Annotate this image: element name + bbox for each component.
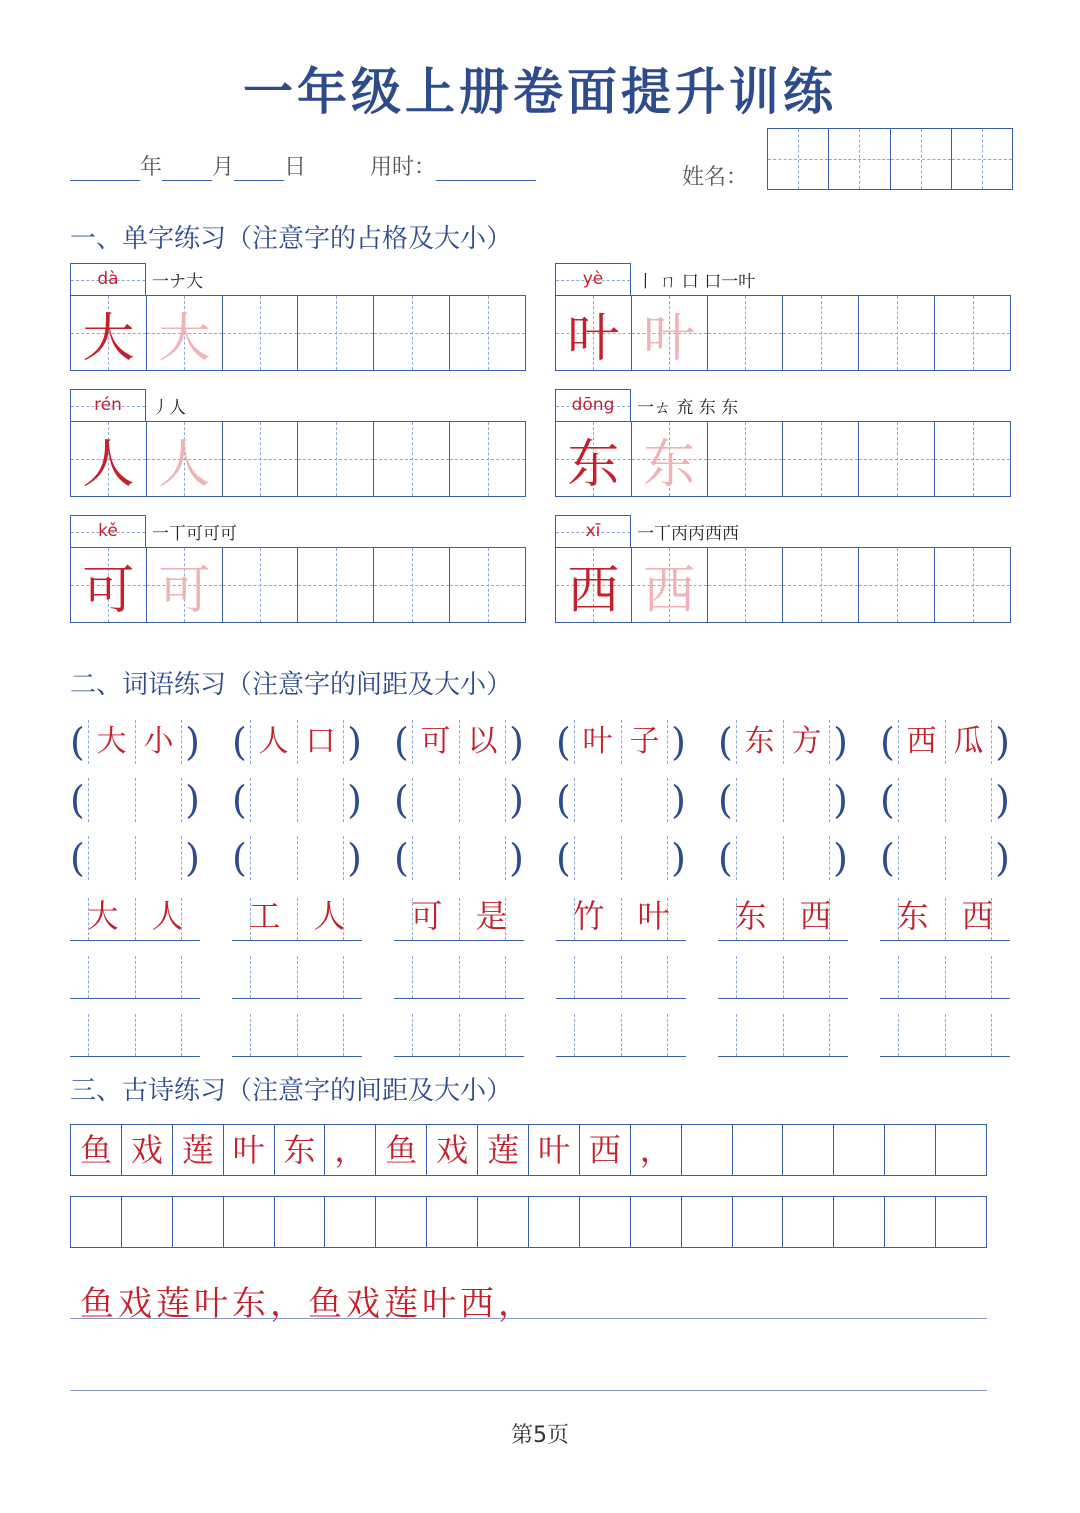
char-block-4 [70, 515, 526, 625]
year-label: 年 [140, 155, 163, 180]
practice-cell[interactable] [783, 422, 859, 496]
word-char [556, 952, 621, 998]
poem-practice-cell[interactable] [122, 1197, 173, 1247]
poem-cell: 戏 [427, 1125, 478, 1175]
poem-practice-cell[interactable] [580, 1197, 631, 1247]
word-char [718, 1010, 783, 1056]
word-char [783, 1010, 848, 1056]
poem-grid-practice[interactable] [70, 1196, 987, 1248]
poem-practice-cell[interactable] [224, 1197, 275, 1247]
poem-cell: 叶 [529, 1125, 580, 1175]
stroke-order: 丿人 [152, 398, 186, 418]
word-char: 可 [420, 724, 451, 759]
practice-cell[interactable] [783, 548, 859, 622]
word-char [718, 952, 783, 998]
word-line-practice[interactable] [232, 952, 362, 999]
trace-char: 东 [643, 434, 696, 495]
pinyin-box [555, 263, 631, 295]
stroke-order: 一ナ大 [152, 272, 203, 292]
pinyin-text: dōng [571, 395, 615, 415]
practice-cell[interactable] [450, 296, 525, 370]
word-paren-practice[interactable]: ( ) [556, 778, 686, 822]
word-line-example [718, 894, 848, 941]
poem-cell: 叶 [224, 1125, 275, 1175]
word-char: 东 [896, 897, 929, 935]
time-blank[interactable] [436, 180, 536, 181]
model-char: 可 [82, 560, 135, 621]
word-char [945, 840, 992, 876]
word-char [621, 952, 686, 998]
word-char: 小 [143, 724, 174, 759]
word-char: 工 [248, 897, 281, 935]
practice-cell[interactable] [935, 296, 1010, 370]
poem-underline-2[interactable] [70, 1390, 987, 1391]
word-char: 叶 [637, 897, 670, 935]
practice-cell[interactable] [708, 296, 784, 370]
word-char: 子 [629, 724, 660, 759]
tianzige-row [70, 547, 526, 623]
word-paren-practice[interactable]: ( ) [232, 778, 362, 822]
poem-practice-cell[interactable] [478, 1197, 529, 1247]
word-char [70, 1010, 135, 1056]
practice-cell[interactable] [223, 296, 299, 370]
pinyin-box [70, 389, 146, 421]
poem-cell: ， [325, 1125, 376, 1175]
stroke-order: 一丅丙丙西西 [637, 524, 739, 544]
word-char: 西 [961, 897, 994, 935]
word-char [88, 840, 135, 876]
poem-cell [783, 1125, 834, 1175]
poem-line-example: 鱼戏莲叶东，鱼戏莲叶西， [80, 1284, 536, 1324]
page-number: 第5页 [511, 1423, 569, 1448]
practice-cell[interactable] [374, 548, 450, 622]
word-paren-example: ( ) 叶 子 [556, 720, 686, 764]
model-char-cell [632, 548, 708, 622]
word-char: 东 [744, 724, 775, 759]
word-char [412, 840, 459, 876]
word-char [232, 1010, 297, 1056]
word-line-practice[interactable] [880, 952, 1010, 999]
word-char [736, 782, 783, 818]
pinyin-text: kě [98, 521, 118, 541]
word-char [783, 952, 848, 998]
poem-practice-cell[interactable] [885, 1197, 936, 1247]
tianzige-row [70, 421, 526, 497]
char-block-2 [70, 389, 526, 499]
word-char [880, 1010, 945, 1056]
word-paren-practice[interactable]: ( ) [880, 778, 1010, 822]
pinyin-box [70, 263, 146, 295]
word-line-example [232, 894, 362, 941]
word-char: 大 [86, 897, 119, 935]
practice-cell[interactable] [708, 548, 784, 622]
word-char: 人 [313, 897, 346, 935]
word-char: 竹 [572, 897, 605, 935]
practice-cell[interactable] [783, 296, 859, 370]
model-char-cell [632, 296, 708, 370]
page-title: 一年级上册卷面提升训练 [243, 63, 837, 121]
trace-char: 西 [643, 560, 696, 621]
word-paren-example: ( ) 可 以 [394, 720, 524, 764]
tianzige-row [555, 547, 1011, 623]
poem-cell: 莲 [173, 1125, 224, 1175]
pinyin-box [555, 515, 631, 547]
poem-practice-cell[interactable] [834, 1197, 885, 1247]
word-char [232, 952, 297, 998]
char-block-1 [555, 263, 1011, 373]
word-char [459, 1010, 524, 1056]
word-char [297, 782, 344, 818]
word-char [135, 1010, 200, 1056]
word-char [945, 1010, 1010, 1056]
word-char: 西 [799, 897, 832, 935]
word-char: 西 [906, 724, 937, 759]
stroke-order: 一丅可可可 [152, 524, 237, 544]
poem-cell: 东 [275, 1125, 326, 1175]
char-block-5 [555, 515, 1011, 625]
poem-practice-cell[interactable] [733, 1197, 784, 1247]
word-char [412, 782, 459, 818]
practice-cell[interactable] [298, 548, 374, 622]
word-paren-example: ( ) 西 瓜 [880, 720, 1010, 764]
model-char-cell [147, 296, 223, 370]
word-paren-practice[interactable]: ( ) [718, 836, 848, 880]
poem-practice-cell[interactable] [173, 1197, 224, 1247]
model-char-cell [556, 296, 632, 370]
word-line-practice[interactable] [556, 952, 686, 999]
word-char [574, 782, 621, 818]
model-char-cell [71, 422, 147, 496]
model-char: 大 [82, 308, 135, 369]
practice-cell[interactable] [374, 296, 450, 370]
word-char: 可 [410, 897, 443, 935]
model-char: 人 [82, 434, 135, 495]
word-paren-practice[interactable]: ( ) [394, 778, 524, 822]
word-char [736, 840, 783, 876]
poem-cell [885, 1125, 936, 1175]
word-char [945, 782, 992, 818]
trace-char: 可 [158, 560, 211, 621]
poem-practice-cell[interactable] [376, 1197, 427, 1247]
poem-practice-cell[interactable] [275, 1197, 326, 1247]
word-line-practice[interactable] [718, 952, 848, 999]
practice-cell[interactable] [223, 422, 299, 496]
poem-cell [834, 1125, 885, 1175]
model-char: 叶 [567, 308, 620, 369]
poem-cell: 鱼 [376, 1125, 427, 1175]
word-paren-practice[interactable]: ( ) [394, 836, 524, 880]
practice-cell[interactable] [450, 422, 525, 496]
word-char: 以 [467, 724, 498, 759]
poem-cell [936, 1125, 986, 1175]
practice-cell[interactable] [450, 548, 525, 622]
word-line-practice[interactable] [232, 1010, 362, 1057]
word-line-practice[interactable] [556, 1010, 686, 1057]
word-char [250, 782, 297, 818]
word-char [898, 840, 945, 876]
word-char [574, 840, 621, 876]
word-line-practice[interactable] [70, 952, 200, 999]
practice-cell[interactable] [859, 296, 935, 370]
time-label: 用时： [370, 155, 437, 180]
pinyin-text: xī [585, 521, 601, 541]
month-label: 月 [212, 155, 235, 180]
word-char: 东 [734, 897, 767, 935]
poem-practice-cell[interactable] [936, 1197, 986, 1247]
word-paren-practice[interactable]: ( ) [718, 778, 848, 822]
word-line-example [556, 894, 686, 941]
year-blank[interactable] [70, 180, 140, 181]
word-paren-practice[interactable]: ( ) [880, 836, 1010, 880]
word-line-practice[interactable] [718, 1010, 848, 1057]
pinyin-text: dà [97, 269, 119, 289]
poem-practice-cell[interactable] [427, 1197, 478, 1247]
word-char: 大 [96, 724, 127, 759]
stroke-order: 丨 ㄇ 口 口一叶 [637, 272, 756, 292]
date-time-fields [70, 150, 536, 181]
section-1-heading: 一、单字练习（注意字的占格及大小） [70, 224, 513, 254]
word-char [297, 840, 344, 876]
word-char: 人 [151, 897, 184, 935]
word-paren-practice[interactable]: ( ) [556, 836, 686, 880]
word-char: 方 [791, 724, 822, 759]
word-char [621, 782, 668, 818]
stroke-order: 一ㄊ 㐬 东 东 [637, 398, 739, 418]
model-char: 东 [567, 434, 620, 495]
word-char [135, 840, 182, 876]
word-char: 叶 [582, 724, 613, 759]
practice-cell[interactable] [935, 548, 1010, 622]
poem-practice-cell[interactable] [529, 1197, 580, 1247]
word-paren-example: ( ) 东 方 [718, 720, 848, 764]
word-paren-example: ( ) 人 口 [232, 720, 362, 764]
word-char [459, 782, 506, 818]
poem-practice-cell[interactable] [71, 1197, 122, 1247]
pinyin-box [70, 515, 146, 547]
poem-practice-cell[interactable] [682, 1197, 733, 1247]
model-char-cell [71, 548, 147, 622]
word-paren-practice[interactable]: ( ) [70, 778, 200, 822]
word-char [459, 840, 506, 876]
pinyin-text: yè [582, 269, 604, 289]
pinyin-box [555, 389, 631, 421]
word-char [70, 952, 135, 998]
poem-cell [682, 1125, 733, 1175]
word-char: 人 [258, 724, 289, 759]
word-char: 瓜 [953, 724, 984, 759]
word-char [783, 782, 830, 818]
word-paren-example: ( ) 大 小 [70, 720, 200, 764]
word-char [898, 782, 945, 818]
word-char: 是 [475, 897, 508, 935]
practice-cell[interactable] [859, 422, 935, 496]
word-char [394, 952, 459, 998]
word-char [621, 1010, 686, 1056]
poem-underline-1 [70, 1318, 987, 1319]
day-label: 日 [284, 155, 307, 180]
word-char [250, 840, 297, 876]
model-char-cell [556, 548, 632, 622]
model-char-cell [556, 422, 632, 496]
word-paren-practice[interactable]: ( ) [232, 836, 362, 880]
section-2-heading: 二、词语练习（注意字的间距及大小） [70, 670, 513, 700]
practice-cell[interactable] [223, 548, 299, 622]
practice-cell[interactable] [708, 422, 784, 496]
word-char [135, 952, 200, 998]
day-blank[interactable] [234, 180, 284, 181]
word-char [297, 952, 362, 998]
word-line-example [394, 894, 524, 941]
word-char [88, 782, 135, 818]
word-char [783, 840, 830, 876]
tianzige-row [70, 295, 526, 371]
poem-cell [733, 1125, 784, 1175]
practice-cell[interactable] [298, 296, 374, 370]
poem-cell: 戏 [122, 1125, 173, 1175]
trace-char: 人 [158, 434, 211, 495]
poem-cell: ， [631, 1125, 682, 1175]
month-blank[interactable] [162, 180, 212, 181]
poem-practice-cell[interactable] [783, 1197, 834, 1247]
practice-cell[interactable] [374, 422, 450, 496]
char-block-3 [555, 389, 1011, 499]
name-grid[interactable] [767, 128, 1013, 190]
word-line-practice[interactable] [394, 952, 524, 999]
word-line-example [70, 894, 200, 941]
model-char-cell [632, 422, 708, 496]
word-char [556, 1010, 621, 1056]
poem-practice-cell[interactable] [325, 1197, 376, 1247]
word-line-practice[interactable] [394, 1010, 524, 1057]
practice-cell[interactable] [859, 548, 935, 622]
model-char-cell [147, 422, 223, 496]
tianzige-row [555, 421, 1011, 497]
word-paren-practice[interactable]: ( ) [70, 836, 200, 880]
practice-cell[interactable] [935, 422, 1010, 496]
poem-cell: 鱼 [71, 1125, 122, 1175]
poem-cell: 西 [580, 1125, 631, 1175]
pinyin-text: rén [94, 395, 122, 415]
word-char [880, 952, 945, 998]
model-char-cell [147, 548, 223, 622]
tianzige-row [555, 295, 1011, 371]
section-3-heading: 三、古诗练习（注意字的间距及大小） [70, 1076, 513, 1106]
word-line-practice[interactable] [880, 1010, 1010, 1057]
trace-char: 大 [158, 308, 211, 369]
word-line-practice[interactable] [70, 1010, 200, 1057]
model-char-cell [71, 296, 147, 370]
word-char [945, 952, 1010, 998]
poem-practice-cell[interactable] [631, 1197, 682, 1247]
word-char [297, 1010, 362, 1056]
word-char [135, 782, 182, 818]
poem-grid-example [70, 1124, 987, 1176]
poem-cell: 莲 [478, 1125, 529, 1175]
word-char: 口 [305, 724, 336, 759]
word-char [394, 1010, 459, 1056]
word-line-example [880, 894, 1010, 941]
practice-cell[interactable] [298, 422, 374, 496]
word-char [459, 952, 524, 998]
word-char [621, 840, 668, 876]
char-block-0 [70, 263, 526, 373]
model-char: 西 [567, 560, 620, 621]
name-label: 姓名： [682, 165, 749, 190]
trace-char: 叶 [643, 308, 696, 369]
